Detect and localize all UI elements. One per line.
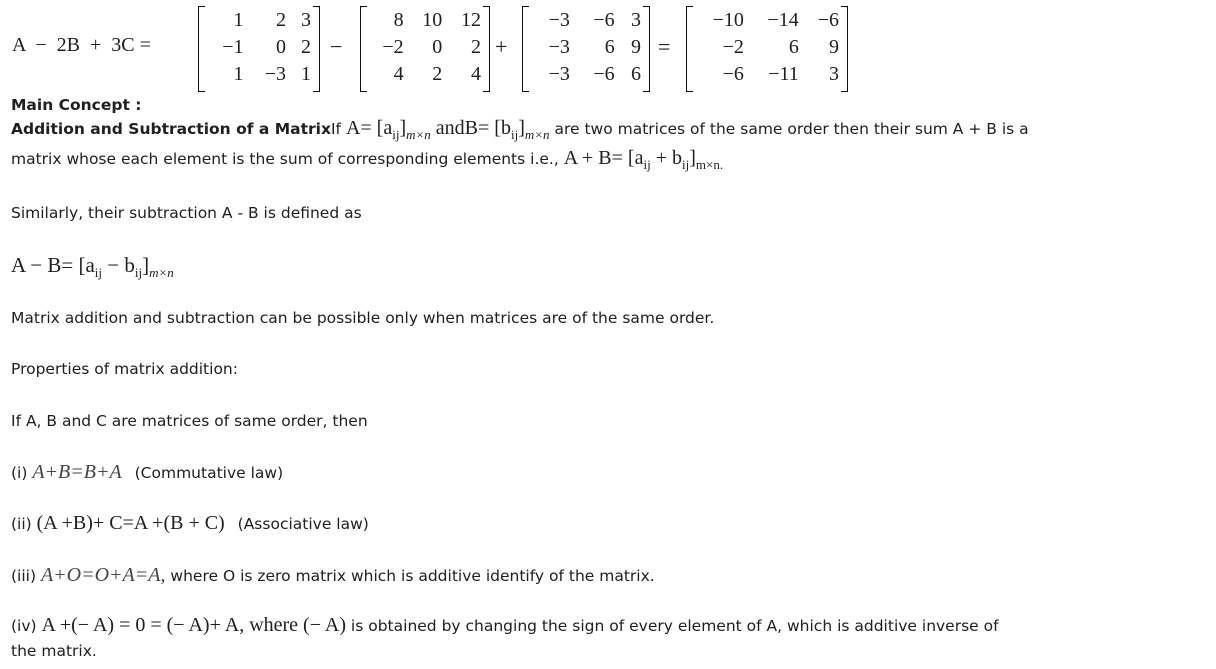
def2-text: matrix whose each element is the sum of corresponding elements i.e.,	[11, 150, 564, 168]
matrix-cell: 1	[233, 9, 244, 31]
properties-heading: Properties of matrix addition:	[11, 360, 238, 378]
matrix-result	[686, 6, 848, 90]
if-abc-text: If A, B and C are matrices of same order, then	[11, 412, 368, 430]
def2-order: m×n.	[695, 157, 724, 172]
matrix-cell: −11	[768, 63, 799, 85]
matrix-cell: 6	[788, 36, 799, 58]
def-matrix-b	[430, 117, 550, 142]
matrix-3c	[522, 6, 650, 90]
def2-close: ]	[689, 147, 696, 169]
matrix-cell: −3	[548, 9, 570, 31]
matrix-cell: −2	[382, 36, 404, 58]
matrix-cell: −3	[548, 63, 570, 85]
similarly-text: Similarly, their subtraction A - B is defined as	[11, 204, 362, 222]
matrix-cell: 2	[276, 9, 287, 31]
prop-iii-text: where O is zero matrix which is additive identify of the matrix.	[165, 567, 655, 585]
matrix-cell: 2	[301, 36, 311, 58]
def-a-order: m×n	[406, 127, 431, 142]
prop-i-math: A+B=B+A	[32, 461, 122, 483]
prop-ii-math: (A +B)+ C=A +(B + C)	[36, 512, 225, 534]
main-concept-heading: Main Concept :	[11, 96, 142, 114]
prop-i-label: (i)	[11, 464, 33, 482]
matrix-cell: 2	[471, 36, 481, 58]
matrix-cell: 4	[471, 63, 481, 85]
matrix-cell: 12	[461, 9, 481, 31]
matrix-equation	[8, 4, 1208, 94]
matrix-cell: 1	[301, 63, 311, 85]
matrix-cell: −6	[817, 9, 839, 31]
sub-math: A − B= [a	[11, 253, 95, 277]
prop-ii-label: (ii)	[11, 515, 37, 533]
prop-iii-math: A+O=O+A=A,	[40, 564, 166, 586]
matrix-cell: 8	[393, 9, 404, 31]
matrix-cell: 3	[631, 9, 641, 31]
matrix-cell: −6	[593, 63, 615, 85]
matrix-cell: 6	[631, 63, 641, 85]
property-iv-continued: the matrix.	[11, 642, 97, 660]
prop-iii-label: (iii)	[11, 567, 41, 585]
matrix-cell: 6	[604, 36, 615, 58]
matrix-a	[198, 6, 320, 90]
matrix-cell: −3	[548, 36, 570, 58]
operator-minus: −	[330, 34, 343, 59]
matrix-cell: 4	[393, 63, 404, 85]
def-matrix-a	[345, 117, 431, 142]
def-a-close: ]	[399, 117, 407, 139]
def-b-text: andB= [b	[430, 117, 511, 139]
sub-order: m×n	[149, 265, 174, 281]
prop-i-text: (Commutative law)	[134, 464, 284, 482]
prop-ii-text: (Associative law)	[237, 515, 369, 533]
matrix-cell: 1	[233, 63, 244, 85]
matrix-cell: −6	[593, 9, 615, 31]
matrix-cell: −6	[722, 63, 744, 85]
equation-lhs: A − 2B + 3C =	[12, 34, 151, 56]
def2-math: A + B= [a	[563, 147, 644, 169]
def2-plus: + b	[650, 147, 682, 169]
operator-equals: =	[658, 34, 671, 59]
matrix-cell: −1	[222, 36, 244, 58]
matrix-cell: 0	[432, 36, 443, 58]
def2-sub2: ij	[681, 157, 690, 172]
definition-line-2	[11, 147, 723, 173]
property-iv	[11, 614, 999, 637]
section-heading: Addition and Subtraction of a Matrix	[11, 120, 331, 138]
matrix-cell: 3	[829, 63, 839, 85]
def-a-text: A= [a	[345, 117, 393, 139]
matrix-cell: 2	[432, 63, 443, 85]
prop-iv-math: A +(− A) = 0 = (− A)+ A, where (− A)	[41, 614, 346, 636]
def-b-close: ]	[518, 117, 525, 139]
matrix-cell: −10	[712, 9, 744, 31]
operator-plus: +	[495, 34, 508, 59]
subtraction-formula	[11, 253, 174, 281]
matrix-cell: 3	[301, 9, 311, 31]
sub-sub1: ij	[94, 265, 102, 281]
possible-text: Matrix addition and subtraction can be possible only when matrices are of the same order.	[11, 309, 715, 327]
definition-line-1	[11, 117, 1029, 143]
prop-iv-text: is obtained by changing the sign of every element of A, which is additive inverse of	[346, 617, 999, 635]
matrix-cell: 9	[829, 36, 839, 58]
property-i	[11, 461, 283, 484]
matrix-cell: −2	[722, 36, 744, 58]
matrix-cell: 9	[631, 36, 641, 58]
prop-iv-label: (iv)	[11, 617, 42, 635]
def-prefix: If	[330, 120, 346, 138]
property-iii	[11, 564, 655, 587]
def-suffix: are two matrices of the same order then their sum A + B is a	[549, 120, 1029, 138]
def2-formula	[563, 147, 724, 172]
def2-sub1: ij	[643, 157, 651, 172]
matrix-2b	[360, 6, 490, 90]
property-ii	[11, 512, 369, 535]
def-b-order: m×n	[524, 127, 550, 142]
matrix-cell: 10	[422, 9, 443, 31]
sub-minus: − b	[102, 253, 135, 277]
def-a-sub: ij	[392, 127, 400, 142]
matrix-cell: 0	[276, 36, 287, 58]
matrix-cell: −14	[767, 9, 799, 31]
def-b-sub: ij	[510, 127, 519, 142]
matrix-cell: −3	[264, 63, 287, 85]
sub-close: ]	[142, 253, 150, 277]
sub-sub2: ij	[134, 265, 143, 281]
